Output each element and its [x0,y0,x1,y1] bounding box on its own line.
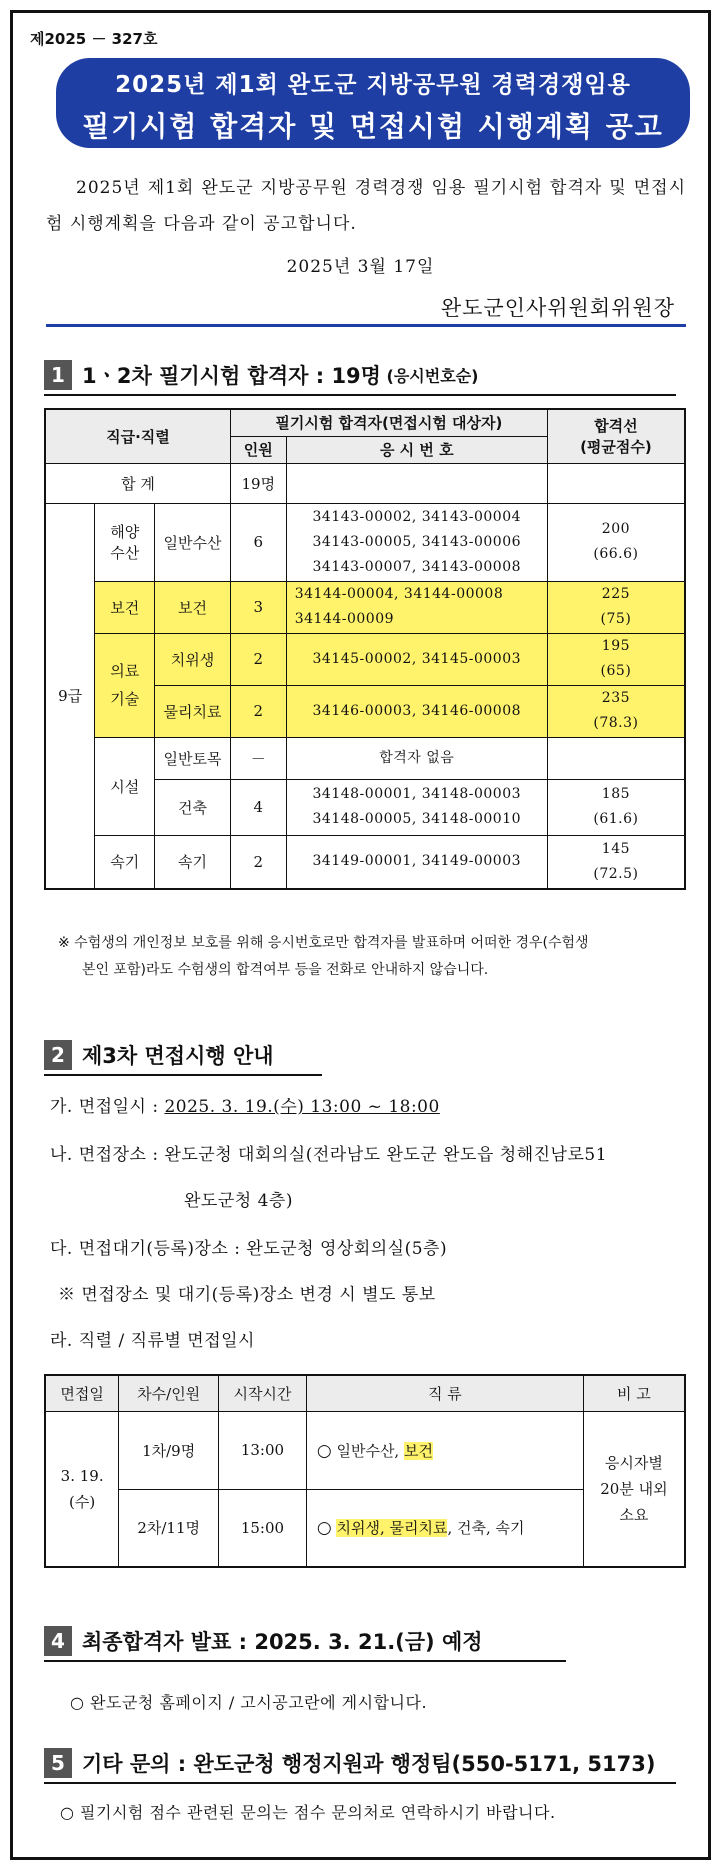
interview-date-value: 2025. 3. 19.(수) 13:00 ~ 18:00 [164,1097,440,1117]
count-cell: 2 [230,835,286,889]
privacy-note-line-2: 본인 포함)라도 수험생의 합격여부 등을 전화로 안내하지 않습니다. [82,962,489,978]
id-line: 34143-00002, 34143-00004 [312,508,522,525]
duration-note-line: 20분 내외 [600,1479,668,1498]
empty-cell [547,463,685,503]
waiting-place-item: 다. 면접대기(등록)장소 : 완도군청 영상회의실(5층) [50,1239,448,1259]
interview-place-line-2: 완도군청 4층) [184,1191,293,1211]
header-date: 면접일 [45,1375,119,1411]
cutoff-value: 195 [601,638,631,654]
duration-note [583,1411,685,1567]
section-4-heading [44,1626,483,1656]
group-cell [95,503,155,581]
interview-place-line-1: 나. 면접장소 : 완도군청 대회의실(전라남도 완도군 완도읍 청해진남로51 [50,1145,608,1165]
header-cutoff [547,409,685,463]
round-2: 2차/11명 [119,1489,219,1567]
cutoff-cell [547,737,685,779]
cutoff-value: 225 [601,586,631,602]
header-ids: 응 시 번 호 [286,436,547,463]
empty-cell [286,463,547,503]
average-value: (61.6) [593,811,639,827]
series-text: , 건축, 속기 [447,1519,525,1538]
group-cell [95,633,155,737]
group-cell: 보건 [95,581,155,633]
notice-date: 2025년 3월 17일 [286,257,435,277]
section-1-subtitle: (응시번호순) [386,366,479,386]
interview-date-label: 가. 면접일시 : [50,1097,165,1117]
section-number-badge: 4 [44,1626,72,1656]
average-value: (72.5) [593,865,639,882]
id-line: 34148-00005, 34148-00010 [312,811,522,827]
passers-table [44,408,686,890]
section-5-title: 기타 문의 : 완도군청 행정지원과 행정팀(550-5171, 5173) [82,1752,656,1776]
series-highlight: 보건 [403,1441,433,1460]
section-number-badge: 5 [44,1748,72,1778]
section-underline [44,1660,566,1662]
ids-cell: 34145-00002, 34145-00003 [286,633,547,685]
section-underline [44,1074,322,1076]
group-label: 의료 기술 [110,662,140,708]
id-line: 34143-00007, 34143-00008 [312,558,522,575]
count-cell: 2 [230,633,286,685]
round-1: 1차/9명 [119,1411,219,1489]
series-cell: 치위생 [155,633,231,685]
ids-cell: 34146-00003, 34146-00008 [286,685,547,737]
section-4-title: 최종합격자 발표 : 2025. 3. 21.(금) 예정 [82,1630,483,1654]
group-label: 해양 수산 [110,523,140,562]
series-cell: 보건 [155,581,231,633]
cutoff-value: 145 [601,840,631,857]
header-count: 인원 [230,436,286,463]
average-value: (66.6) [593,546,639,562]
id-line: 34148-00001, 34148-00003 [312,786,522,802]
circle-bullet: ○ [316,1440,332,1461]
cutoff-sub-label: (평균점수) [580,438,652,457]
contact-note: ○ 필기시험 점수 관련된 문의는 점수 문의처로 연락하시기 바랍니다. [60,1803,556,1822]
group-cell: 시설 [95,737,155,835]
change-notice: ※ 면접장소 및 대기(등록)장소 변경 시 별도 통보 [58,1285,436,1305]
section-1-heading [44,360,478,390]
interview-day-date: 3. 19. [60,1466,104,1485]
cutoff-value: 185 [601,786,631,802]
cutoff-value: 235 [601,690,631,706]
count-cell: 3 [230,581,286,633]
cutoff-cell [547,779,685,835]
interview-schedule-table [44,1374,686,1568]
count-cell: 2 [230,685,286,737]
cutoff-cell [547,685,685,737]
series-highlight: 치위생, 물리치료 [336,1519,448,1538]
ids-cell [286,503,547,581]
schedule-heading: 라. 직렬 / 직류별 면접일시 [50,1331,255,1351]
header-series: 직 류 [306,1375,583,1411]
header-start: 시작시간 [219,1375,307,1411]
title-line-2: 필기시험 합격자 및 면접시험 시행계획 공고 [82,110,664,143]
cutoff-label: 합격선 [594,417,638,436]
section-5-heading [44,1748,655,1778]
cutoff-value: 200 [601,521,631,537]
final-result-note: ○ 완도군청 홈페이지 / 고시공고란에 게시합니다. [70,1693,428,1712]
ids-cell: 합격자 없음 [286,737,547,779]
title-banner [56,58,690,148]
series-cell: 물리치료 [155,685,231,737]
ids-cell [286,779,547,835]
round-1-time: 13:00 [219,1411,307,1489]
section-underline [44,394,676,396]
series-text: 일반수산, [336,1441,404,1460]
header-grade-series: 직급·직렬 [45,409,230,463]
count-cell: 4 [230,779,286,835]
section-2-title: 제3차 면접시행 안내 [82,1044,274,1068]
series-cell: 일반토목 [155,737,231,779]
section-underline [44,1782,676,1784]
doc-number: 제2025 － 327호 [30,30,158,48]
divider [46,324,686,327]
circle-bullet: ○ [316,1518,332,1539]
header-passers: 필기시험 합격자(면접시험 대상자) [230,409,547,436]
group-cell: 속기 [95,835,155,889]
privacy-note-line-1: ※ 수험생의 개인정보 보호를 위해 응시번호로만 합격자를 발표하며 어떠한 경우(수험생 [58,935,589,951]
section-number-badge: 1 [44,360,72,390]
duration-note-line: 응시자별 [604,1453,663,1472]
average-value: (65) [600,663,632,679]
section-1-title: 1ㆍ2차 필기시험 합격자 : 19명 [82,364,381,388]
section-2-heading [44,1040,274,1070]
count-cell: 6 [230,503,286,581]
privacy-note [58,930,688,984]
grade-9: 9급 [45,503,95,889]
total-label: 합 계 [45,463,230,503]
header-round: 차수/인원 [119,1375,219,1411]
interview-day-weekday: (수) [69,1492,96,1511]
issuer-name: 완도군인사위원회위원장 [440,296,675,320]
intro-paragraph: 2025년 제1회 완도군 지방공무원 경력경쟁 임용 필기시험 합격자 및 면접시험 시행계획을 다음과 같이 공고합니다. [46,178,686,234]
series-cell: 건축 [155,779,231,835]
cutoff-cell [547,835,685,889]
round-2-series [306,1489,583,1567]
average-value: (78.3) [593,715,639,731]
interview-day [45,1411,119,1567]
header-note: 비 고 [583,1375,685,1411]
average-value: (75) [600,611,632,627]
title-line-1: 2025년 제1회 완도군 지방공무원 경력경쟁임용 [115,72,631,98]
cutoff-cell [547,633,685,685]
id-line: 34144-00009 [294,611,395,627]
round-1-series [306,1411,583,1489]
id-line: 34144-00004, 34144-00008 [294,586,504,602]
cutoff-cell [547,581,685,633]
cutoff-cell [547,503,685,581]
duration-note-line: 소요 [619,1505,649,1524]
interview-date-item [50,1092,440,1117]
series-cell: 일반수산 [155,503,231,581]
ids-cell: 34149-00001, 34149-00003 [286,835,547,889]
series-cell: 속기 [155,835,231,889]
id-line: 34143-00005, 34143-00006 [312,533,522,550]
section-number-badge: 2 [44,1040,72,1070]
round-2-time: 15:00 [219,1489,307,1567]
count-cell: － [230,737,286,779]
ids-cell [286,581,547,633]
total-count: 19명 [230,463,286,503]
